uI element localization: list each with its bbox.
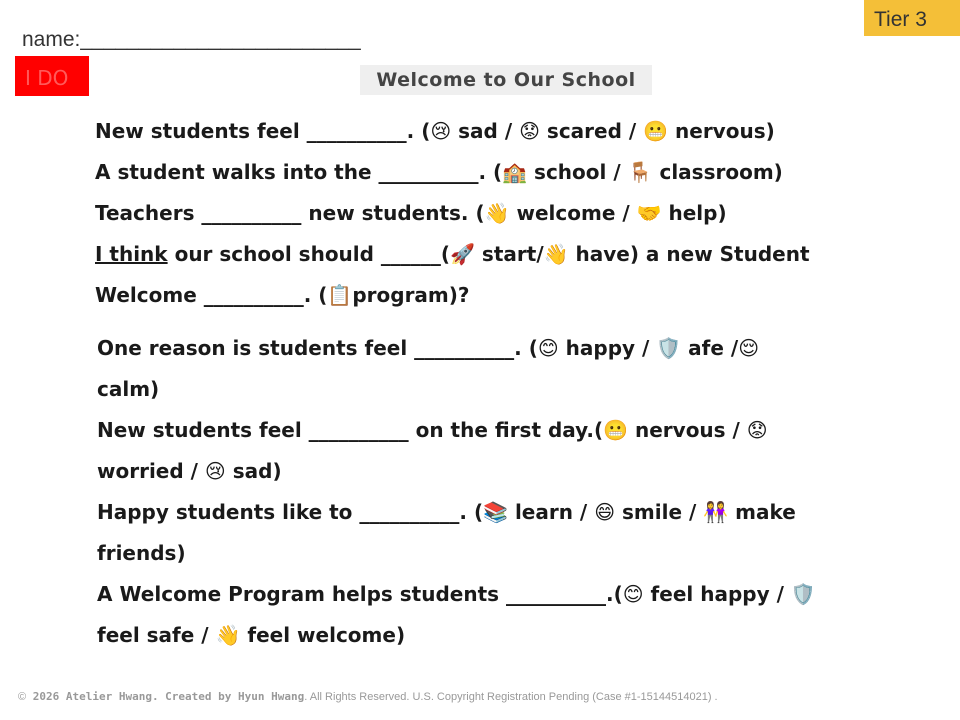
sentence-line: friends): [97, 541, 186, 565]
worksheet-title: Welcome to Our School: [360, 65, 652, 95]
sentence-text: our school should ______(🚀 start/👋 have) a new Student: [167, 242, 810, 266]
sentence-block-2: [97, 328, 937, 656]
sentence-line: New students feel __________ on the first day.(😬 nervous / 😟: [97, 418, 768, 442]
i-do-label: I DO: [15, 56, 89, 96]
footer-credit: 2026 Atelier Hwang. Created by Hyun Hwang: [26, 690, 305, 703]
copyright-footer: [18, 690, 718, 703]
name-field-label: name:________________________: [22, 28, 361, 51]
tier-badge: Tier 3: [864, 0, 960, 36]
sentence-line: [95, 234, 935, 275]
underlined-phrase: I think: [95, 242, 168, 266]
sentence-line: New students feel __________. (😢 sad / 😟 scared / 😬 nervous): [95, 119, 775, 143]
sentence-line: calm): [97, 377, 160, 401]
sentence-line: worried / 😢 sad): [97, 459, 282, 483]
sentence-line: Teachers __________ new students. (👋 welcome / 🤝 help): [95, 201, 727, 225]
sentence-line: feel safe / 👋 feel welcome): [97, 623, 406, 647]
sentence-line: One reason is students feel __________. (😊 happy / 🛡️ afe /😌: [97, 336, 760, 360]
sentence-line: A Welcome Program helps students __________.(😊 feel happy / 🛡️: [97, 582, 816, 606]
copyright-icon: ©: [18, 691, 27, 703]
sentence-line: Welcome __________. (📋program)?: [95, 283, 470, 307]
sentence-block-1: [95, 111, 935, 316]
sentence-line: A student walks into the __________. (🏫 school / 🪑 classroom): [95, 160, 783, 184]
sentence-line: Happy students like to __________. (📚 learn / 😄 smile / 👭 make: [97, 500, 796, 524]
footer-rights: . All Rights Reserved. U.S. Copyright Registration Pending (Case #1-15144514021) .: [304, 691, 718, 703]
